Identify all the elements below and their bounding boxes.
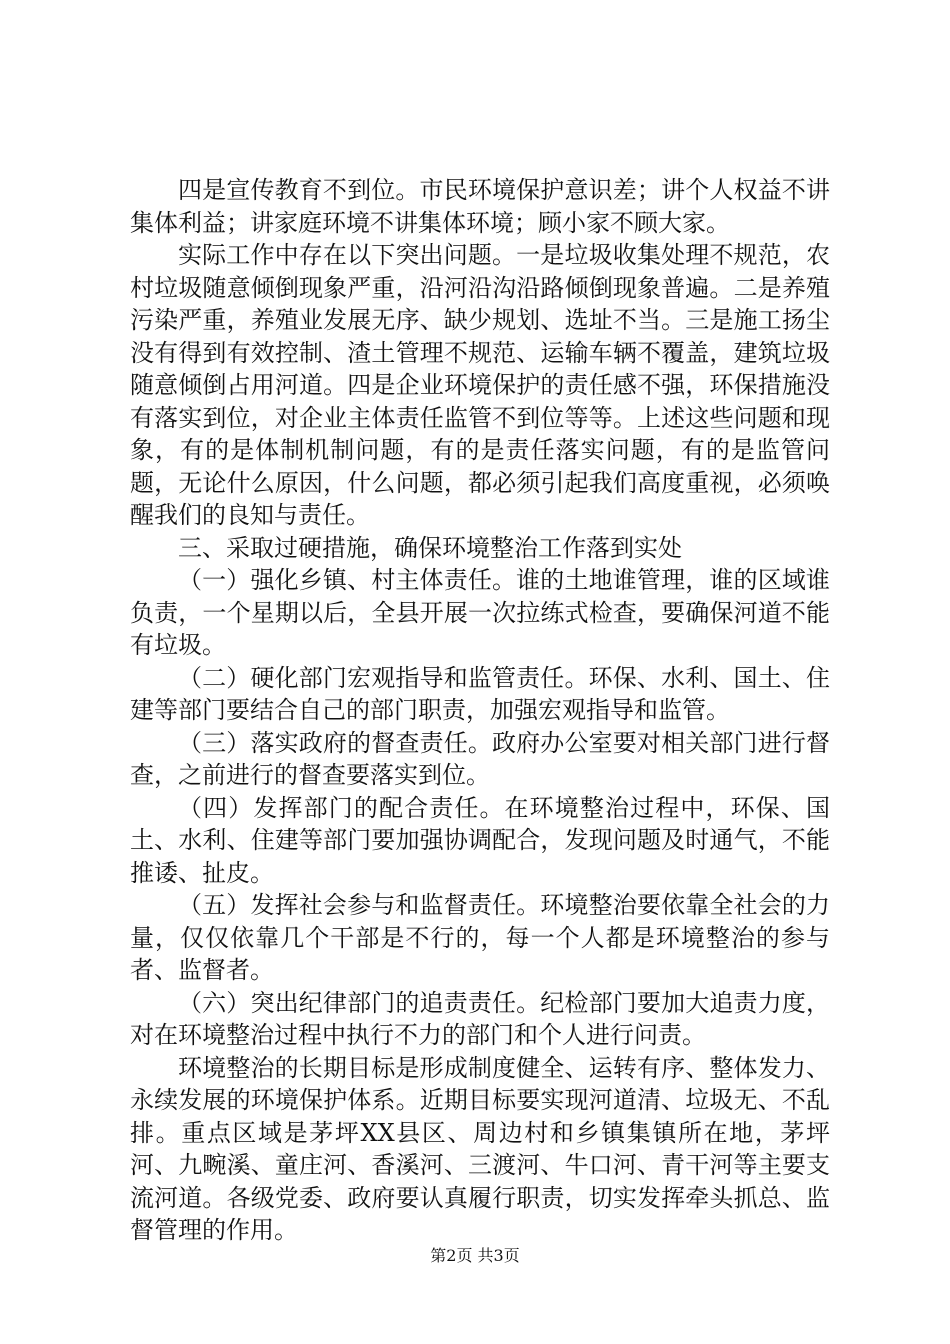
- paragraph-publicity-education: 四是宣传教育不到位。市民环境保护意识差；讲个人权益不讲集体利益；讲家庭环境不讲集体环境；顾小家不顾大家。: [130, 176, 830, 237]
- paragraph-measure-2: （二）硬化部门宏观指导和监管责任。环保、水利、国土、住建等部门要结合自己的部门职责，加强宏观指导和监管。: [130, 663, 830, 724]
- document-body: [130, 174, 830, 1247]
- paragraph-measure-5: （五）发挥社会参与和监督责任。环境整治要依靠全社会的力量，仅仅依靠几个干部是不行的，每一个人都是环境整治的参与者、监督者。: [130, 891, 830, 984]
- section-heading-measures: 三、采取过硬措施，确保环境整治工作落到实处: [178, 533, 682, 562]
- paragraph-prominent-problems: 实际工作中存在以下突出问题。一是垃圾收集处理不规范，农村垃圾随意倾倒现象严重，沿河沿沟沿路倾倒现象普遍。二是养殖污染严重，养殖业发展无序、缺少规划、选址不当。三是施工扬尘没有得到有效控制、渣土管理不规范、运输车辆不覆盖，建筑垃圾随意倾倒占用河道。四是企业环境保护的责任感不强，环保措施没有落实到位，对企业主体责任监管不到位等等。上述这些问题和现象，有的是体制机制问题，有的是责任落实问题，有的是监管问题，无论什么原因，什么问题，都必须引起我们高度重视，必须唤醒我们的良知与责任。: [130, 241, 830, 529]
- paragraph-measure-6: （六）突出纪律部门的追责责任。纪检部门要加大追责力度，对在环境整治过程中执行不力的部门和个人进行问责。: [130, 988, 830, 1049]
- paragraph-measure-4: （四）发挥部门的配合责任。在环境整治过程中，环保、国土、水利、住建等部门要加强协调配合，发现问题及时通气，不能推诿、扯皮。: [130, 793, 830, 887]
- paragraph-measure-1: （一）强化乡镇、村主体责任。谁的土地谁管理，谁的区域谁负责，一个星期以后，全县开展一次拉练式检查，要确保河道不能有垃圾。: [130, 566, 830, 659]
- page-footer: [0, 1246, 950, 1266]
- page-number-label: 第2页 共3页: [430, 1246, 520, 1265]
- paragraph-measure-3: （三）落实政府的督查责任。政府办公室要对相关部门进行督查，之前进行的督查要落实到位。: [130, 728, 830, 789]
- paragraph-goals: 环境整治的长期目标是形成制度健全、运转有序、整体发力、永续发展的环境保护体系。近期目标要实现河道清、垃圾无、不乱排。重点区域是茅坪XX县区、周边村和乡镇集镇所在地，茅坪河、九畹溪、童庄河、香溪河、三渡河、牛口河、青干河等主要支流河道。各级党委、政府要认真履行职责，切实发挥牵头抓总、监督管理的作用。: [130, 1053, 830, 1244]
